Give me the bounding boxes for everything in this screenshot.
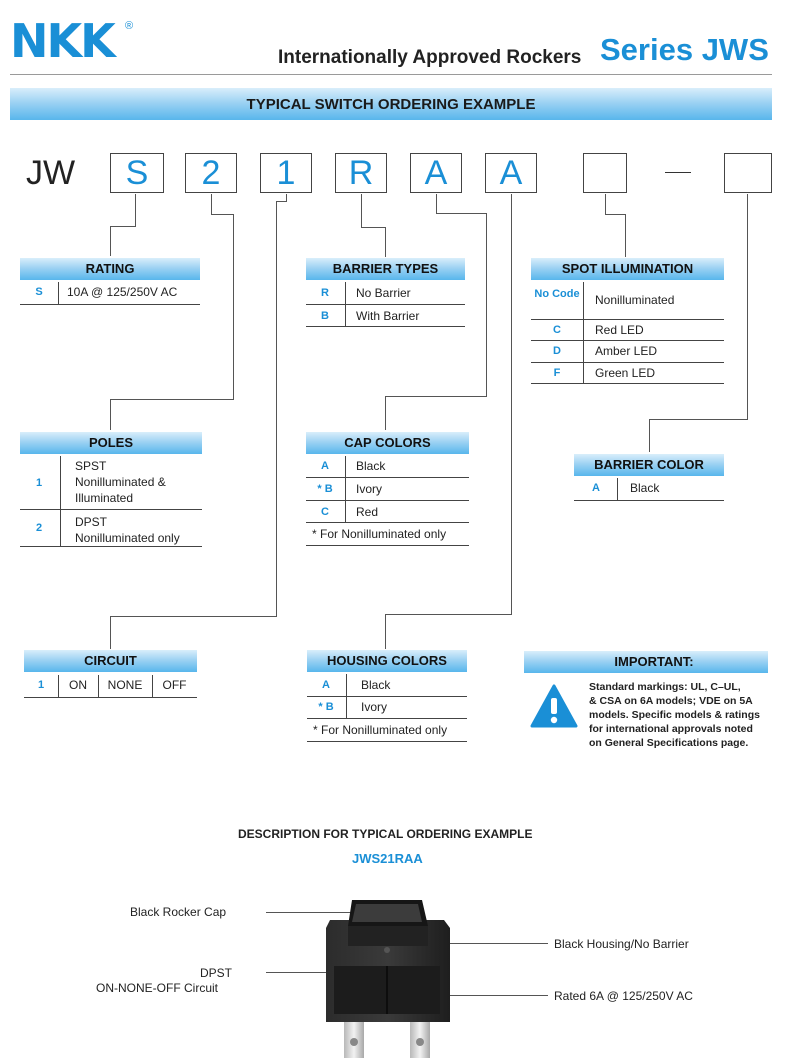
cap-note: * For Nonilluminated only [312, 527, 447, 541]
connector-line [361, 227, 386, 228]
column-divider [60, 456, 61, 546]
row-divider [531, 362, 724, 363]
connector-line [486, 213, 487, 397]
connector-line [436, 213, 487, 214]
row-divider [24, 697, 197, 698]
connector-line [625, 214, 626, 257]
connector-line [361, 194, 362, 228]
code-box-spot-illumination [583, 153, 627, 193]
series-title: Series JWS [600, 32, 769, 67]
connector-line [211, 214, 234, 215]
row-divider [307, 696, 467, 697]
cap-code: * B [317, 483, 333, 495]
code-box-housing-color: A [485, 153, 537, 193]
callout-housing: Black Housing/No Barrier [554, 937, 689, 951]
connector-line [649, 419, 748, 420]
spot-code: C [553, 324, 561, 336]
rating-title: RATING [85, 261, 135, 276]
connector-line [110, 399, 111, 430]
connector-line [233, 214, 234, 400]
row-divider [306, 326, 465, 327]
code-box-rating: S [110, 153, 164, 193]
circuit-position: OFF [162, 678, 187, 692]
poles-desc [75, 514, 180, 546]
column-divider [583, 282, 584, 383]
connector-line [605, 194, 606, 215]
connector-line [385, 614, 512, 615]
barrier-desc: With Barrier [356, 309, 420, 323]
important-line: models. Specific models & ratings [589, 709, 760, 721]
callout-circuit-2: ON-NONE-OFF Circuit [96, 981, 218, 995]
cap-desc: Red [356, 505, 379, 519]
connector-line [385, 396, 386, 430]
housing-desc: Black [361, 678, 391, 692]
code-prefix: JW [25, 154, 76, 192]
poles-desc-line: Nonilluminated only [75, 531, 180, 545]
row-divider [20, 546, 202, 547]
row-divider [307, 741, 467, 742]
page-title: Internationally Approved Rockers [278, 47, 582, 68]
connector-line [110, 616, 277, 617]
callout-line [446, 995, 548, 996]
spot-desc: Red LED [595, 323, 644, 337]
code-box-cap-color: A [410, 153, 462, 193]
column-divider [345, 282, 346, 326]
code-box-barrier-color [724, 153, 772, 193]
row-divider [307, 718, 467, 719]
callout-rated: Rated 6A @ 125/250V AC [554, 989, 693, 1003]
poles-desc-line: Illuminated [75, 491, 134, 505]
housing-colors-title: HOUSING COLORS [327, 653, 447, 668]
column-divider [617, 478, 618, 500]
spot-code: No Code [534, 288, 580, 300]
description-title: DESCRIPTION FOR TYPICAL ORDERING EXAMPLE [238, 827, 533, 841]
barrier-desc: No Barrier [356, 286, 411, 300]
code-dash [665, 172, 691, 173]
code-box-poles: 2 [185, 153, 237, 193]
part-number: JWS21RAA [352, 851, 423, 866]
important-text [589, 680, 760, 750]
housing-note: * For Nonilluminated only [313, 723, 448, 737]
barrier-code: B [321, 310, 329, 322]
registered-mark: ® [125, 20, 134, 32]
connector-line [276, 201, 277, 617]
column-divider [346, 674, 347, 718]
connector-line [436, 194, 437, 214]
connector-line [385, 614, 386, 649]
barrier-color-desc: Black [630, 481, 660, 495]
connector-line [135, 194, 136, 227]
connector-line [110, 226, 111, 256]
important-line: & CSA on 6A models; VDE on 5A [589, 695, 753, 707]
cap-colors-title: CAP COLORS [344, 435, 431, 450]
circuit-title: CIRCUIT [84, 653, 137, 668]
connector-line [110, 226, 136, 227]
rating-desc: 10A @ 125/250V AC [67, 285, 178, 299]
row-divider [306, 522, 469, 523]
warning-icon [530, 683, 578, 729]
connector-line [649, 419, 650, 452]
housing-code: A [322, 679, 330, 691]
column-divider [58, 282, 59, 304]
poles-desc-line: DPST [75, 515, 108, 529]
code-box-barrier-type: R [335, 153, 387, 193]
housing-desc: Ivory [361, 700, 388, 714]
important-line: Standard markings: UL, C–UL, [589, 681, 741, 693]
row-divider [306, 304, 465, 305]
row-divider [531, 340, 724, 341]
connector-line [110, 399, 234, 400]
connector-line [385, 396, 487, 397]
row-divider [20, 509, 202, 510]
row-divider [306, 545, 469, 546]
spot-illumination-title: SPOT ILLUMINATION [561, 261, 694, 276]
important-line: on General Specifications page. [589, 737, 749, 749]
circuit-code: 1 [37, 679, 45, 691]
rocker-switch-image [322, 892, 452, 1064]
connector-line [211, 194, 212, 215]
circuit-position: ON [69, 678, 87, 692]
barrier-code: R [321, 287, 329, 299]
connector-line [385, 227, 386, 257]
poles-desc-line: Nonilluminated & [75, 475, 166, 489]
poles-title: POLES [88, 435, 134, 450]
example-title: TYPICAL SWITCH ORDERING EXAMPLE [246, 96, 536, 113]
poles-desc-line: SPST [75, 459, 107, 473]
important-title: IMPORTANT: [614, 654, 694, 669]
spot-code: D [553, 345, 561, 357]
row-divider [20, 304, 200, 305]
row-divider [531, 319, 724, 320]
callout-circuit-1: DPST [200, 966, 233, 980]
row-divider [531, 383, 724, 384]
poles-code: 2 [35, 522, 43, 534]
code-box-circuit: 1 [260, 153, 312, 193]
poles-code: 1 [35, 477, 43, 489]
callout-line [446, 943, 548, 944]
connector-line [747, 194, 748, 420]
barrier-color-code: A [592, 482, 600, 494]
spot-desc: Amber LED [595, 344, 658, 358]
brand-logo: NKK [10, 14, 114, 68]
barrier-color-title: BARRIER COLOR [594, 457, 704, 472]
connector-line [276, 201, 287, 202]
row-divider [574, 500, 724, 501]
row-divider [306, 500, 469, 501]
connector-line [110, 616, 111, 649]
circuit-position: NONE [107, 678, 143, 692]
housing-code: * B [318, 701, 334, 713]
cap-code: A [321, 460, 329, 472]
spot-code: F [553, 367, 561, 379]
spot-desc: Green LED [595, 366, 656, 380]
barrier-types-title: BARRIER TYPES [332, 261, 439, 276]
column-divider [345, 456, 346, 522]
header-rule [10, 74, 772, 75]
spot-desc: Nonilluminated [595, 293, 675, 307]
cap-desc: Ivory [356, 482, 383, 496]
rating-code: S [35, 286, 43, 298]
callout-cap: Black Rocker Cap [130, 905, 227, 919]
row-divider [306, 477, 469, 478]
connector-line [511, 194, 512, 615]
cap-code: C [321, 506, 329, 518]
connector-line [605, 214, 626, 215]
cap-desc: Black [356, 459, 386, 473]
poles-desc [75, 458, 166, 506]
important-line: for international approvals noted [589, 723, 753, 735]
